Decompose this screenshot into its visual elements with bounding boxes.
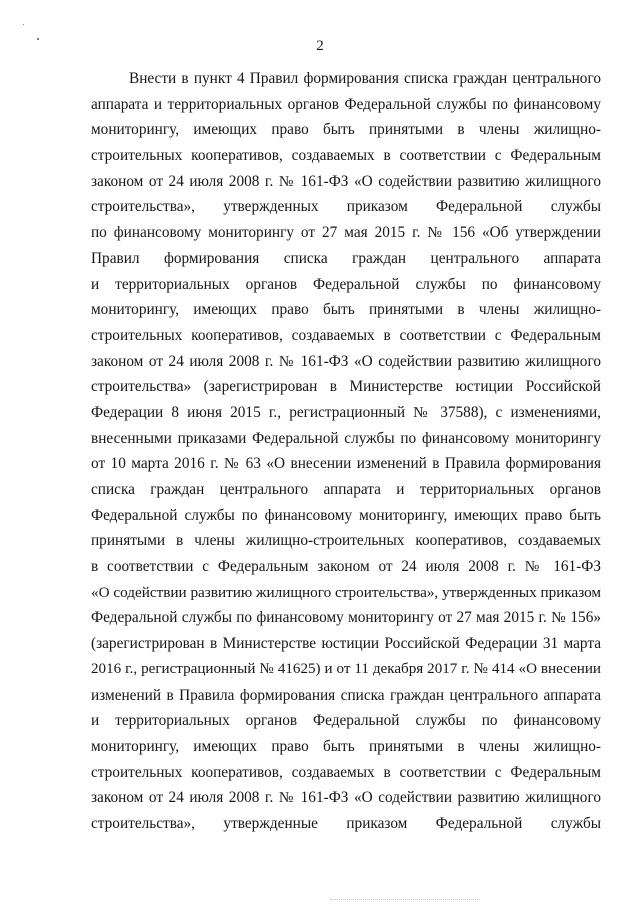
text-line: (зарегистрирован в Министерстве юстиции Российской Федерации 31 марта [91,635,601,653]
document-body [91,66,601,837]
text-line: законом от 24 июля 2008 г. № 161-ФЗ «О содействии развитию жилищного [91,789,601,807]
text-line: строительных кооперативов, создаваемых в соответствии с Федеральным [91,763,601,781]
text-line: аппарата и территориальных органов Федеральной службы по финансовому [91,95,601,113]
text-line: по финансовому мониторингу от 27 мая 2015 г. № 156 «Об утверждении [91,224,601,242]
text-line: внесенными приказами Федеральной службы по финансовому мониторингу [91,429,601,447]
text-line: Федеральной службы по финансовому мониторингу от 27 мая 2015 г. № 156» [91,609,601,627]
text-line: 2016 г., регистрационный № 41625) и от 11 декабря 2017 г. № 414 «О внесении [91,660,601,677]
text-line: принятыми в члены жилищно-строительных кооперативов, создаваемых [91,532,601,550]
text-line: строительства», утвержденных приказом Федеральной службы [91,198,601,216]
text-line: строительных кооперативов, создаваемых в соответствии с Федеральным [91,326,601,344]
text-line: строительных кооперативов, создаваемых в соответствии с Федеральным [91,147,601,165]
text-line: в соответствии с Федеральным законом от 24 июля 2008 г. № 161-ФЗ [91,558,601,576]
scan-speck [23,24,24,25]
text-line: Правил формирования списка граждан центрального аппарата [91,249,601,267]
scan-edge-mark [330,899,480,900]
text-line: строительства», утвержденные приказом Федеральной службы [91,814,601,832]
text-line: от 10 марта 2016 г. № 63 «О внесении изменений в Правила формирования [91,455,601,473]
text-line: Федерации 8 июня 2015 г., регистрационный № 37588), с изменениями, [91,403,601,421]
text-line: мониторингу, имеющих право быть принятыми в члены жилищно- [91,121,601,139]
text-line: мониторингу, имеющих право быть принятыми в члены жилищно- [91,737,601,755]
text-line: изменений в Правила формирования списка граждан центрального аппарата [91,686,601,704]
page-number: 2 [316,38,324,54]
text-line: строительства» (зарегистрирован в Министерстве юстиции Российской [91,378,601,396]
text-line: и территориальных органов Федеральной службы по финансовому [91,275,601,293]
text-line: мониторингу, имеющих право быть принятыми в члены жилищно- [91,301,601,319]
text-line: законом от 24 июля 2008 г. № 161-ФЗ «О содействии развитию жилищного [91,352,601,370]
text-line: списка граждан центрального аппарата и территориальных органов [91,481,601,498]
text-line: Федеральной службы по финансовому мониторингу, имеющих право быть [91,506,601,524]
text-line: законом от 24 июля 2008 г. № 161-ФЗ «О содействии развитию жилищного [91,172,601,190]
text-line: «О содействии развитию жилищного строительства», утвержденных приказом [91,583,602,601]
text-line: и территориальных органов Федеральной службы по финансовому [91,712,601,730]
text-line: Внести в пункт 4 Правил формирования списка граждан центрального [129,70,601,87]
